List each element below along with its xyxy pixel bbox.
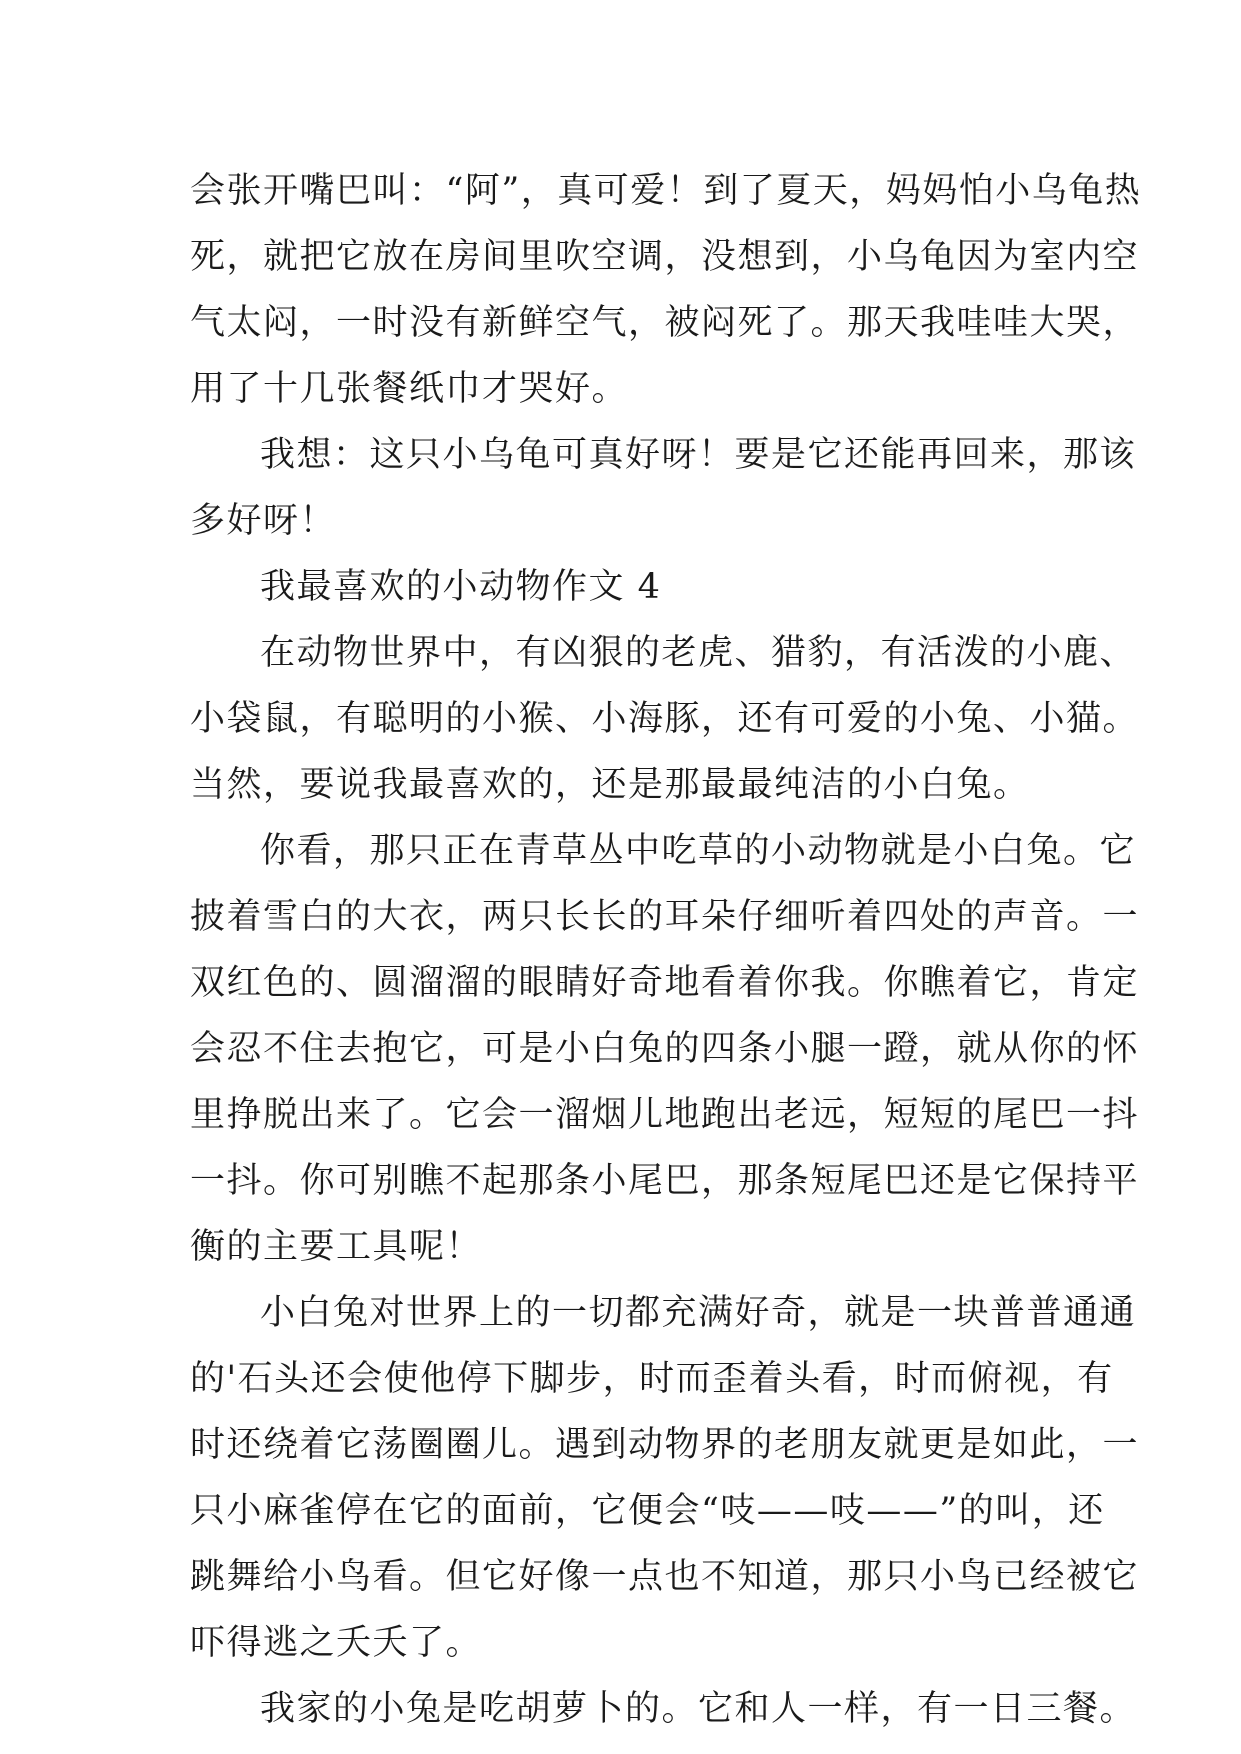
text-line: 会忍不住去抱它，可是小白兔的四条小腿一蹬，就从你的怀 [190,1029,1140,1069]
text-line: 多好呀！ [190,501,337,541]
text-line: 双红色的、圆溜溜的眼睛好奇地看着你我。你瞧着它，肯定 [190,963,1140,1003]
text-line: 披着雪白的大衣，两只长长的耳朵仔细听着四处的声音。一 [190,897,1140,937]
text-line: 只小麻雀停在它的面前，它便会“吱——吱——”的叫，还 [190,1491,1105,1531]
text-line: 的'石头还会使他停下脚步，时而歪着头看，时而俯视，有 [190,1359,1114,1399]
text-line: 小袋鼠，有聪明的小猴、小海豚，还有可爱的小兔、小猫。 [190,699,1140,739]
text-line: 会张开嘴巴叫：“阿”，真可爱！到了夏天，妈妈怕小乌龟热 [190,171,1142,211]
text-line: 时还绕着它荡圈圈儿。遇到动物界的老朋友就更是如此，一 [190,1425,1140,1465]
paragraph-start: 在动物世界中，有凶狠的老虎、猎豹，有活泼的小鹿、 [260,633,1137,673]
text-line: 一抖。你可别瞧不起那条小尾巴，那条短尾巴还是它保持平 [190,1161,1140,1201]
text-line: 气太闷，一时没有新鲜空气，被闷死了。那天我哇哇大哭， [190,303,1140,343]
text-line: 用了十几张餐纸巾才哭好。 [190,369,629,409]
text-line: 死，就把它放在房间里吹空调，没想到，小乌龟因为室内空 [190,237,1140,277]
paragraph-start: 你看，那只正在青草丛中吃草的小动物就是小白兔。它 [260,831,1137,871]
text-line: 跳舞给小鸟看。但它好像一点也不知道，那只小鸟已经被它 [190,1557,1140,1597]
essay-text [190,158,1142,1742]
paragraph-start: 我想：这只小乌龟可真好呀！要是它还能再回来，那该 [260,435,1137,475]
text-line: 里挣脱出来了。它会一溜烟儿地跑出老远，短短的尾巴一抖 [190,1095,1140,1135]
section-heading: 我最喜欢的小动物作文 4 [260,567,662,607]
paragraph-start: 我家的小兔是吃胡萝卜的。它和人一样，有一日三餐。 [260,1689,1137,1729]
text-line: 吓得逃之夭夭了。 [190,1623,483,1663]
text-line: 衡的主要工具呢！ [190,1227,483,1267]
paragraph-start: 小白兔对世界上的一切都充满好奇，就是一块普普通通 [260,1293,1137,1333]
text-line: 当然，要说我最喜欢的，还是那最最纯洁的小白兔。 [190,765,1030,805]
